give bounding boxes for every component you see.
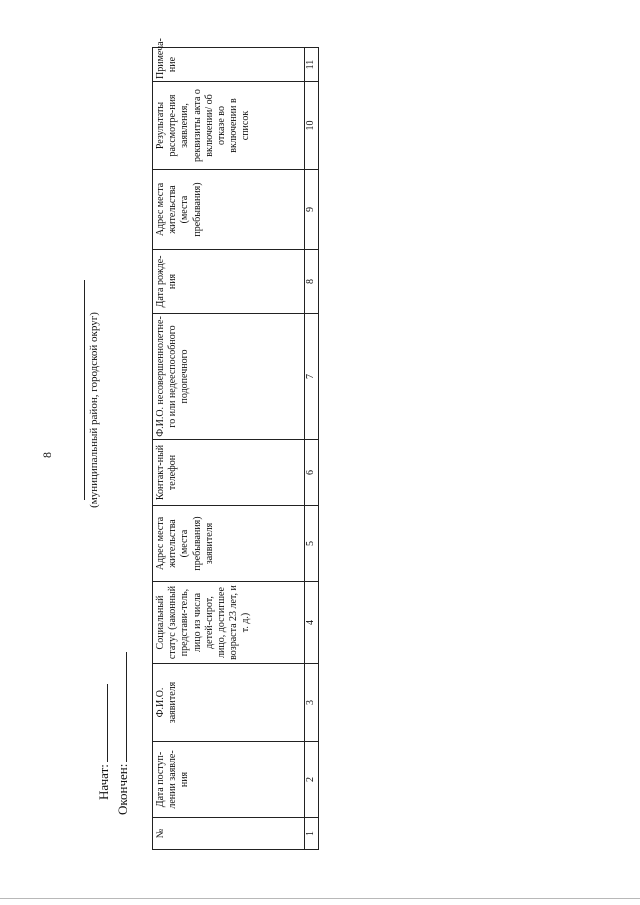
header-cell-social-status: Социальный статус (законный представи-тель, лицо из числа детей-сирот, лицо, достигшее возраста 23 лет, и т. д.)	[153, 582, 305, 664]
header-cell-number: №	[153, 818, 305, 850]
register-table	[152, 38, 319, 850]
column-number: 1	[305, 818, 319, 850]
ended-field	[115, 652, 131, 815]
column-number: 5	[305, 506, 319, 582]
ended-label: Окончен:	[115, 763, 130, 815]
page-bottom-rule	[0, 898, 640, 899]
column-number: 11	[305, 48, 319, 82]
rotated-sheet	[0, 20, 640, 880]
header-cell-phone: Контакт-ный телефон	[153, 440, 305, 506]
column-number: 10	[305, 82, 319, 170]
column-number: 4	[305, 582, 319, 664]
header-cell-applicant-address: Адрес места жительства (места пребывания) заявителя	[153, 506, 305, 582]
header-cell-applicant-name: Ф.И.О. заявителя	[153, 664, 305, 742]
started-field	[96, 684, 112, 800]
header-cell-ward-address: Адрес места жительства (места пребывания)	[153, 170, 305, 250]
municipality-caption: (муниципальный район, городской округ)	[88, 312, 100, 508]
column-number: 9	[305, 170, 319, 250]
ended-blank	[117, 652, 127, 762]
column-number: 2	[305, 742, 319, 818]
column-number: 8	[305, 250, 319, 314]
header-cell-ward-name: Ф.И.О. несовершеннолетне-го или недееспособного подопечного	[153, 314, 305, 440]
column-number: 6	[305, 440, 319, 506]
header-cell-receipt-date: Дата поступ-лении заявле-ния	[153, 742, 305, 818]
header-cell-review-result: Результаты рассмотре-ния заявления, реквизиты акта о включении/ об отказе во включении в список	[153, 82, 305, 170]
table-header-row	[153, 48, 305, 850]
header-cell-note: Примеча-ние	[153, 48, 305, 82]
header-cell-birth-date: Дата рожде-ния	[153, 250, 305, 314]
started-blank	[98, 684, 108, 762]
table-column-numbers-row	[305, 48, 319, 850]
started-label: Начат:	[96, 764, 111, 800]
column-number: 7	[305, 314, 319, 440]
municipality-blank-line	[84, 280, 85, 500]
column-number: 3	[305, 664, 319, 742]
page-number: 8	[40, 452, 54, 458]
